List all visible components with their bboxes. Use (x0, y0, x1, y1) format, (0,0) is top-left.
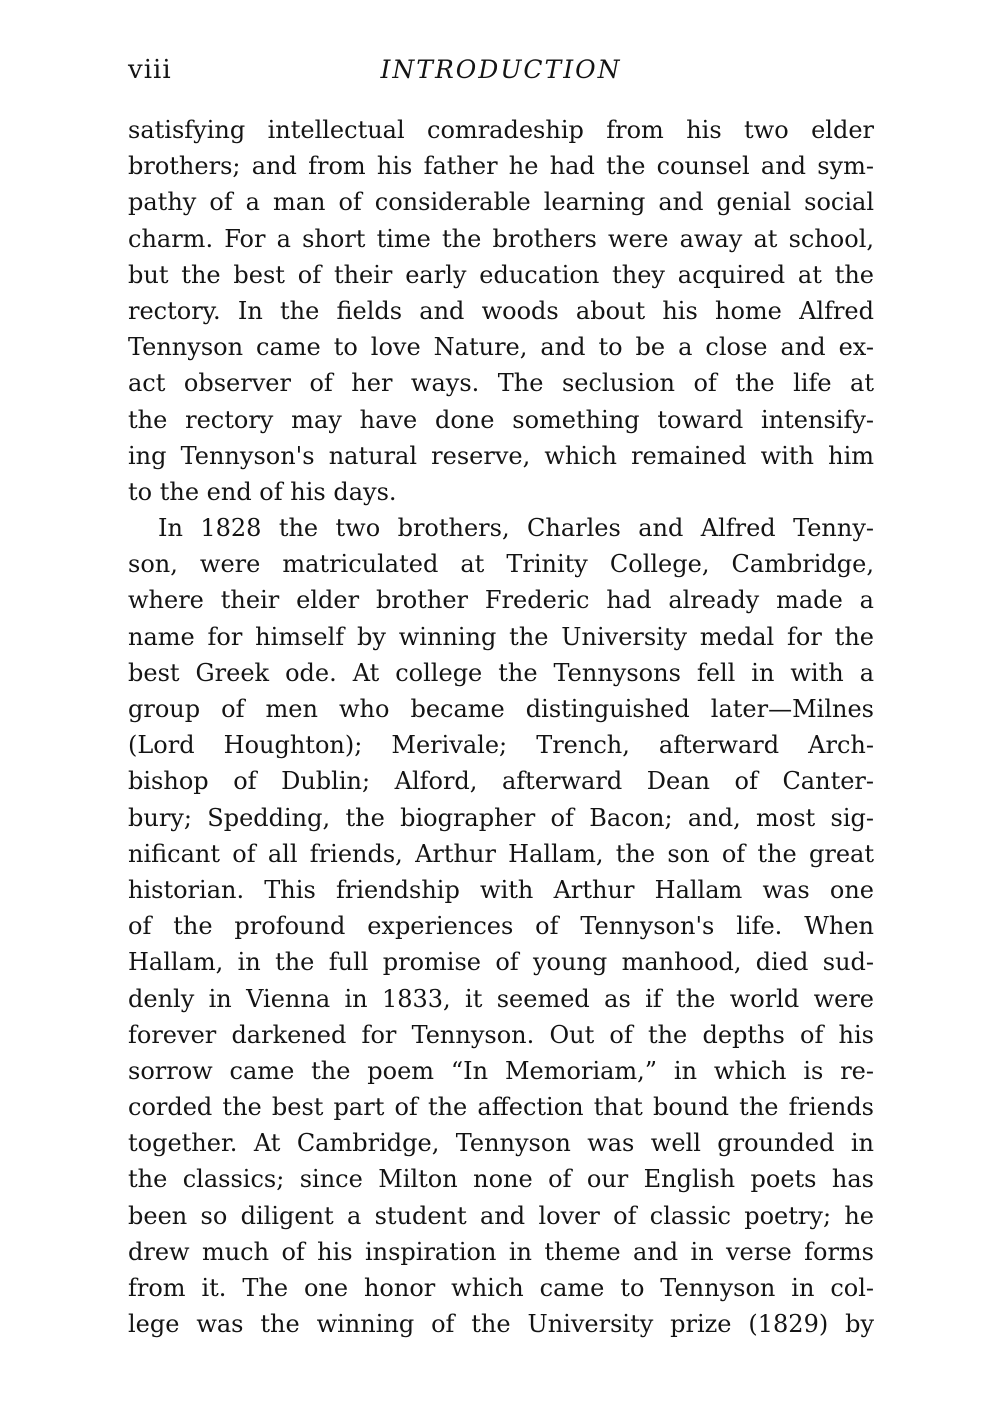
text-line: where their elder brother Frederic had already made a (128, 586, 874, 615)
text-line: ing Tennyson's natural reserve, which remained with him (128, 441, 874, 470)
text-line: forever darkened for Tennyson. Out of the depths of his (128, 1020, 874, 1049)
text-line: corded the best part of the affection that bound the friends (128, 1093, 874, 1122)
text-line: the classics; since Milton none of our English poets has (128, 1165, 874, 1194)
page-number: viii (128, 55, 172, 85)
text-line: nificant of all friends, Arthur Hallam, the son of the great (128, 839, 874, 868)
text-line: Tennyson came to love Nature, and to be a close and ex- (128, 333, 874, 362)
text-line: of the profound experiences of Tennyson's life. When (128, 912, 874, 941)
text-line: denly in Vienna in 1833, it seemed as if the world were (128, 984, 874, 1013)
text-line: best Greek ode. At college the Tennysons fell in with a (128, 658, 874, 687)
text-line: brothers; and from his father he had the counsel and sym- (128, 152, 874, 181)
paragraph-1 (128, 112, 874, 510)
text-line: been so diligent a student and lover of classic poetry; he (128, 1201, 874, 1230)
text-line: from it. The one honor which came to Tennyson in col- (128, 1274, 874, 1302)
text-line: the rectory may have done something toward intensify- (128, 405, 874, 434)
running-head (128, 50, 874, 90)
text-line: name for himself by winning the University medal for the (128, 622, 874, 651)
running-title: INTRODUCTION (380, 55, 622, 84)
text-line: son, were matriculated at Trinity College, Cambridge, (128, 550, 874, 579)
text-line: charm. For a short time the brothers were away at school, (128, 224, 874, 253)
text-line: to the end of his days. (128, 477, 397, 506)
text-line: bishop of Dublin; Alford, afterward Dean of Canter- (128, 767, 874, 796)
text-line: group of men who became distinguished later—Milnes (128, 695, 874, 723)
body-text (128, 112, 874, 1342)
text-line: act observer of her ways. The seclusion of the life at (128, 369, 874, 398)
text-line: satisfying intellectual comradeship from his two elder (128, 116, 874, 144)
paragraph-2 (128, 510, 874, 1342)
text-line: together. At Cambridge, Tennyson was well grounded in (128, 1129, 874, 1158)
text-line: historian. This friendship with Arthur Hallam was one (128, 875, 874, 904)
text-line: bury; Spedding, the biographer of Bacon; and, most sig- (128, 803, 874, 832)
text-line: sorrow came the poem “In Memoriam,” in which is re- (128, 1056, 874, 1085)
text-line: Hallam, in the full promise of young manhood, died sud- (128, 948, 874, 977)
text-line: rectory. In the fields and woods about his home Alfred (128, 296, 874, 325)
text-line: In 1828 the two brothers, Charles and Alfred Tenny- (158, 514, 874, 543)
text-line: pathy of a man of considerable learning and genial social (128, 188, 874, 217)
text-line: lege was the winning of the University prize (1829) by (128, 1310, 874, 1339)
text-line: but the best of their early education they acquired at the (128, 260, 874, 289)
text-line: drew much of his inspiration in theme and in verse forms (128, 1237, 874, 1266)
text-line: (Lord Houghton); Merivale; Trench, afterward Arch- (128, 731, 874, 760)
